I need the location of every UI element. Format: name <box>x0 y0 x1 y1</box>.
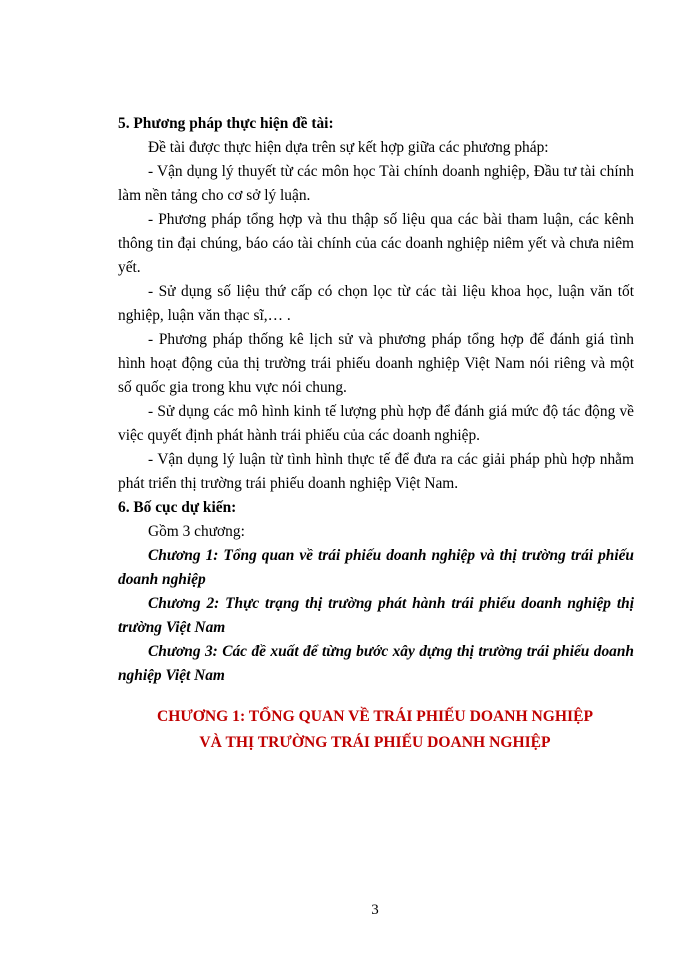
method-item: - Sử dụng các mô hình kinh tế lượng phù hợp để đánh giá mức độ tác động về việc quyết định phát hành trái phiếu của các doanh nghiệp. <box>118 403 634 444</box>
page-body <box>118 112 634 688</box>
chapter-title <box>100 704 650 756</box>
chapter-outline-item: Chương 1: Tổng quan về trái phiếu doanh nghiệp và thị trường trái phiếu doanh nghiệp <box>118 547 634 588</box>
chapter-outline-item: Chương 2: Thực trạng thị trường phát hành trái phiếu doanh nghiệp thị trường Việt Nam <box>118 595 634 636</box>
page-number: 3 <box>371 902 379 918</box>
chapter-outline-item: Chương 3: Các đề xuất để từng bước xây dựng thị trường trái phiếu doanh nghiệp Việt Nam <box>118 643 634 684</box>
method-item: - Vận dụng lý luận từ tình hình thực tế để đưa ra các giải pháp phù hợp nhằm phát triển thị trường trái phiếu doanh nghiệp Việt Nam. <box>118 451 634 492</box>
method-item: - Phương pháp thống kê lịch sử và phương pháp tổng hợp để đánh giá tình hình hoạt động của thị trường trái phiếu doanh nghiệp Việt Nam nói riêng và một số quốc gia trong khu vực nói chung. <box>118 331 634 396</box>
chapter-title-line: VÀ THỊ TRƯỜNG TRÁI PHIẾU DOANH NGHIỆP <box>199 734 551 751</box>
section-6-intro: Gồm 3 chương: <box>148 523 245 540</box>
method-item: - Phương pháp tổng hợp và thu thập số liệu qua các bài tham luận, các kênh thông tin đại chúng, báo cáo tài chính của các doanh nghiệp niêm yết và chưa niêm yết. <box>118 211 634 276</box>
chapter-title-line: CHƯƠNG 1: TỔNG QUAN VỀ TRÁI PHIẾU DOANH NGHIỆP <box>156 708 594 725</box>
section-5-heading: 5. Phương pháp thực hiện đề tài: <box>118 115 334 132</box>
section-5-intro: Đề tài được thực hiện dựa trên sự kết hợp giữa các phương pháp: <box>148 139 549 156</box>
method-item: - Vận dụng lý thuyết từ các môn học Tài chính doanh nghiệp, Đầu tư tài chính làm nền tảng cho cơ sở lý luận. <box>118 163 634 204</box>
method-item: - Sử dụng số liệu thứ cấp có chọn lọc từ các tài liệu khoa học, luận văn tốt nghiệp, luận văn thạc sĩ,… . <box>118 283 634 324</box>
section-6-heading: 6. Bố cục dự kiến: <box>118 499 237 516</box>
